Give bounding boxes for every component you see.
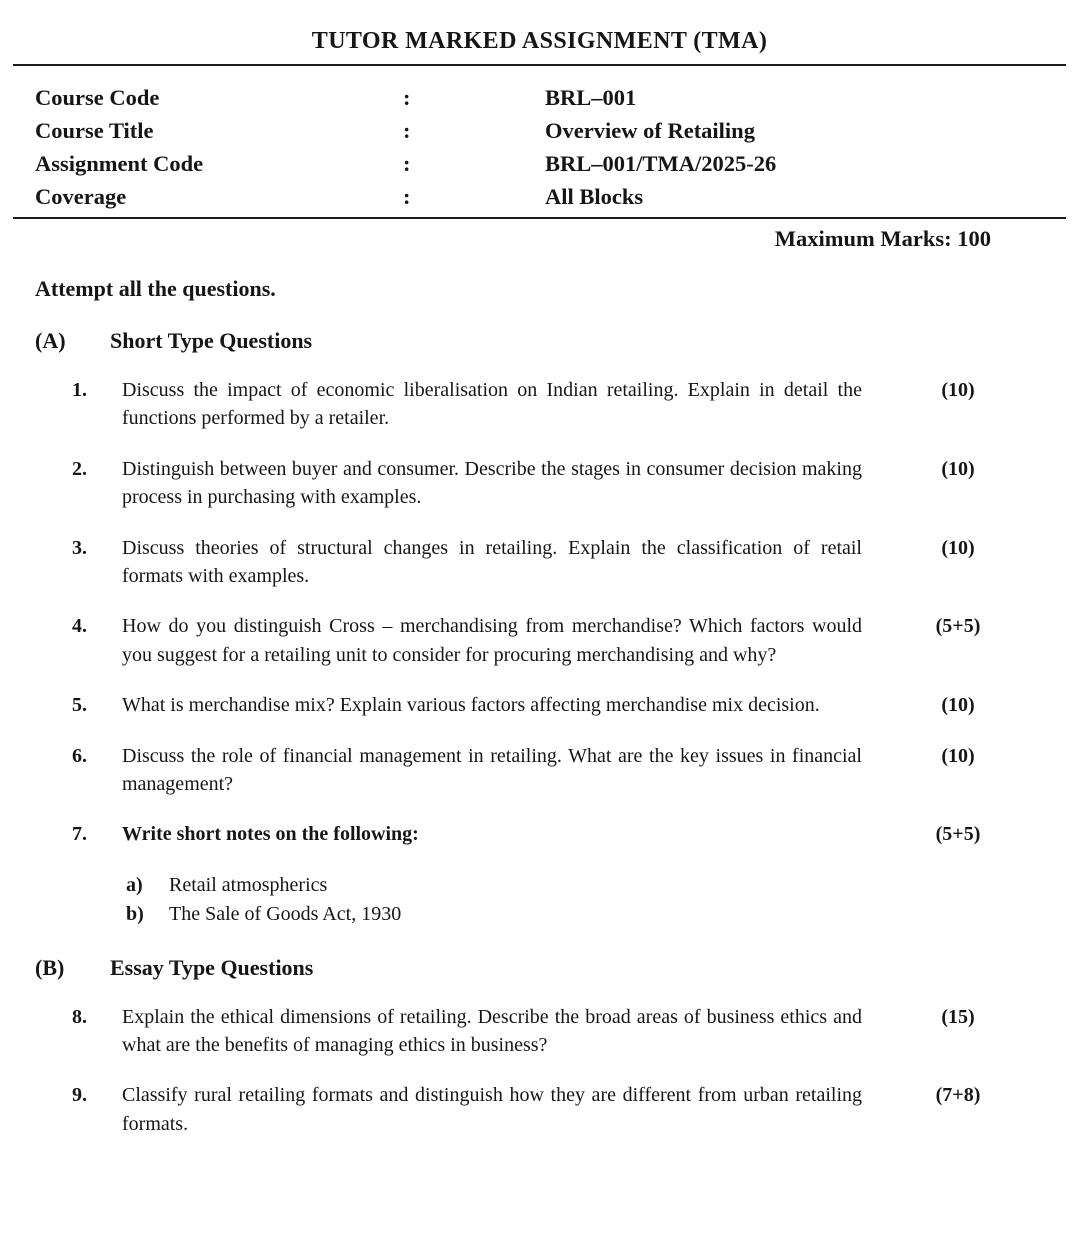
- header-field-row: [35, 147, 1079, 180]
- question-marks: (5+5): [935, 823, 981, 846]
- question-body: [122, 612, 862, 669]
- question-row: [0, 612, 1079, 669]
- question-row: [0, 691, 1079, 719]
- section-title: Short Type Questions: [110, 328, 313, 353]
- subitem-text: The Sale of Goods Act, 1930: [169, 902, 402, 925]
- section-heading: [0, 955, 1079, 981]
- field-label: Coverage: [35, 184, 127, 209]
- question-text: What is merchandise mix? Explain various factors affecting merchandise mix decision.: [122, 694, 820, 717]
- field-separator: :: [403, 151, 411, 176]
- question-text: Distinguish between buyer and consumer. Describe the stages in consumer decision making process in purchasing with examples.: [122, 457, 862, 509]
- field-separator: :: [403, 85, 411, 110]
- question-marks: (10): [941, 694, 975, 717]
- question-number: 4.: [72, 615, 87, 638]
- question-body: [122, 1003, 862, 1060]
- field-value: BRL–001: [545, 85, 637, 110]
- question-body: [122, 1081, 862, 1138]
- sections-container: [0, 328, 1079, 1138]
- question-text: Discuss theories of structural changes in retailing. Explain the classification of retail formats with examples.: [122, 536, 862, 587]
- field-label: Course Code: [35, 85, 160, 110]
- section-label: (B): [35, 954, 65, 980]
- header-fields: [0, 81, 1079, 213]
- question-number: 9.: [72, 1084, 87, 1107]
- field-value: All Blocks: [545, 184, 644, 209]
- subitem-text: Retail atmospherics: [169, 873, 328, 896]
- document-title: TUTOR MARKED ASSIGNMENT (TMA): [311, 28, 768, 54]
- question-row: [0, 455, 1079, 512]
- subitem-row: [122, 900, 862, 929]
- question-body: [122, 376, 862, 433]
- question-text: How do you distinguish Cross – merchandising from merchandise? Which factors would you suggest for a retailing unit to consider for procuring merchandising and why?: [122, 615, 862, 666]
- question-marks: (10): [941, 744, 975, 767]
- section-label: (A): [35, 328, 66, 353]
- question-row: [0, 376, 1079, 433]
- field-separator: :: [403, 118, 411, 143]
- question-marks: (10): [941, 536, 975, 559]
- field-label: Assignment Code: [35, 151, 204, 176]
- header-field-row: [35, 180, 1079, 213]
- subitem-row: [122, 871, 862, 900]
- question-body: [122, 691, 862, 719]
- question-number: 8.: [72, 1005, 87, 1028]
- title-divider-line: [13, 64, 1066, 66]
- subitem-label: a): [126, 873, 143, 896]
- question-row: [0, 1003, 1079, 1060]
- field-value: BRL–001/TMA/2025-26: [545, 151, 777, 176]
- question-body: [122, 455, 862, 512]
- question-number: 2.: [72, 457, 87, 480]
- header-field-row: [35, 81, 1079, 114]
- question-marks: (10): [941, 457, 975, 480]
- question-number: 1.: [72, 379, 87, 401]
- question-text: Discuss the impact of economic liberalisation on Indian retailing. Explain in detail the functions performed by a retailer.: [122, 379, 862, 430]
- question-text: Explain the ethical dimensions of retailing. Describe the broad areas of business ethics and what are the benefits of managing ethics in business?: [122, 1005, 862, 1057]
- question-marks: (5+5): [935, 615, 981, 638]
- max-marks: Maximum Marks: 100: [774, 226, 991, 251]
- attempt-note: Attempt all the questions.: [35, 276, 276, 301]
- subitems-list: [122, 871, 862, 929]
- question-row: [0, 742, 1079, 799]
- question-row: [0, 1081, 1079, 1138]
- question-text: Discuss the role of financial management in retailing. What are the key issues in financial management?: [122, 744, 862, 795]
- question-marks: (7+8): [935, 1084, 981, 1107]
- question-marks: (15): [941, 1005, 975, 1028]
- question-body: [122, 534, 862, 591]
- question-number: 5.: [72, 694, 87, 717]
- section-title: Essay Type Questions: [110, 954, 314, 980]
- question-body: [122, 820, 862, 928]
- section-heading: [0, 328, 1079, 354]
- field-value: Overview of Retailing: [545, 118, 755, 143]
- question-body: [122, 742, 862, 799]
- header-divider-line: [13, 217, 1066, 219]
- header-field-row: [35, 114, 1079, 147]
- subitem-label: b): [126, 902, 144, 925]
- question-row: [0, 534, 1079, 591]
- question-number: 3.: [72, 536, 87, 559]
- field-label: Course Title: [35, 118, 154, 143]
- question-row: [0, 820, 1079, 928]
- question-number: 6.: [72, 744, 87, 767]
- field-separator: :: [403, 184, 411, 209]
- question-text: Classify rural retailing formats and distinguish how they are different from urban retailing formats.: [122, 1084, 862, 1135]
- question-number: 7.: [72, 823, 87, 846]
- question-text: Write short notes on the following:: [122, 823, 419, 846]
- question-marks: (10): [941, 379, 975, 401]
